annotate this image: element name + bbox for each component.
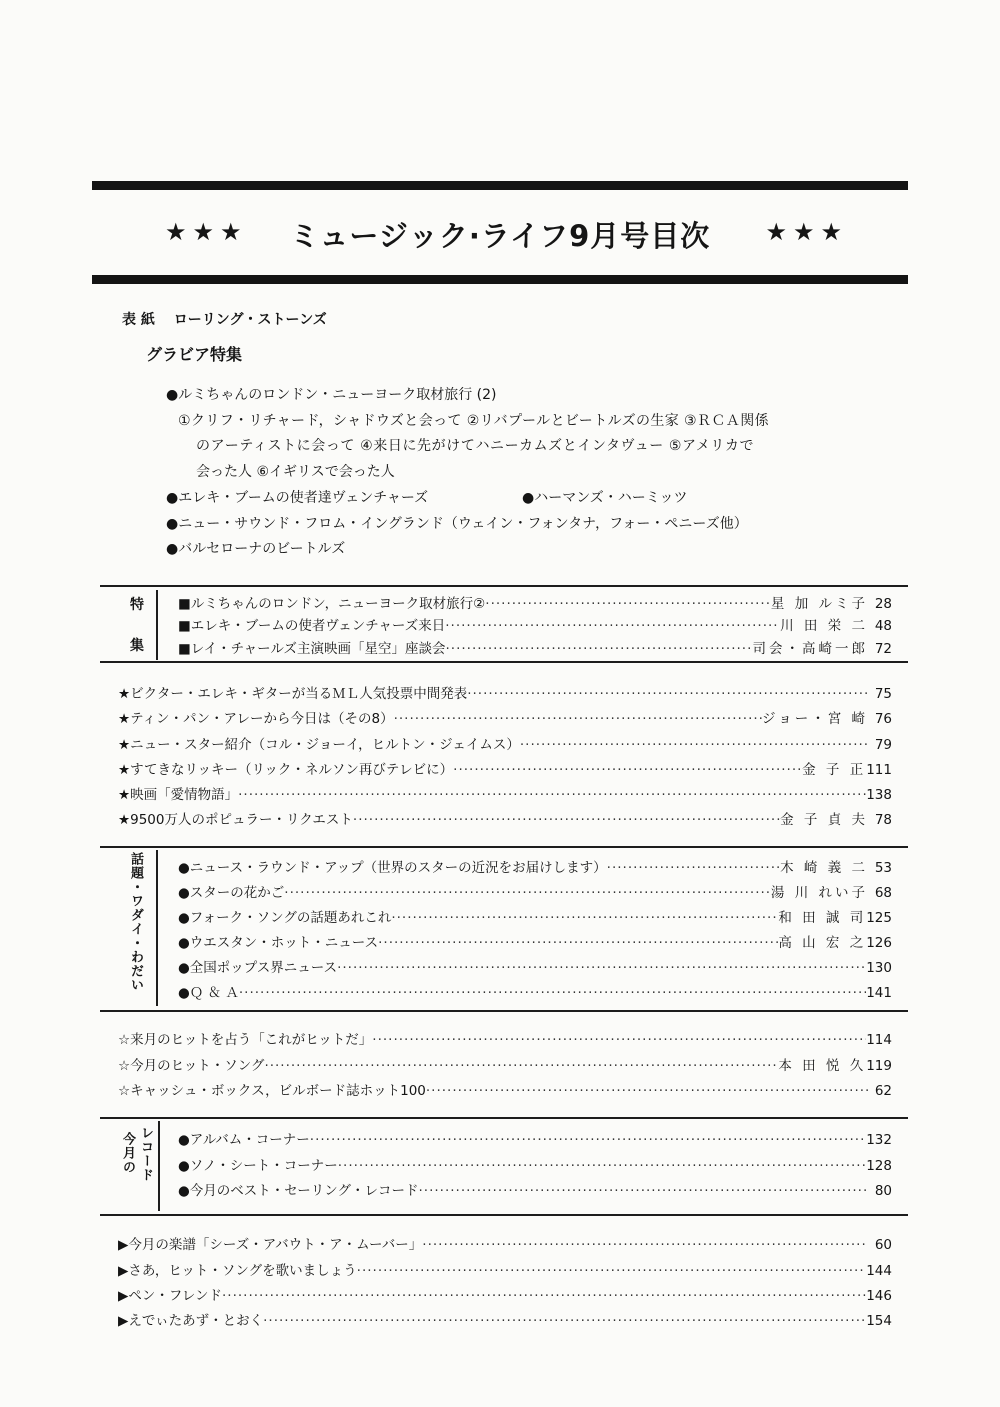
feature-row	[178, 614, 892, 638]
misc-row	[118, 1309, 892, 1333]
misc-row	[118, 1259, 892, 1283]
leader-dots	[485, 592, 771, 616]
title-stars-right: ★★★	[765, 218, 848, 246]
records-label-left: 今月の	[120, 1132, 135, 1174]
topics-label: 話題・ワダイ・わだい	[128, 852, 143, 992]
entry-title: ★9500万人のポピュラー・リクエスト	[118, 812, 353, 828]
leader-dots	[445, 614, 780, 638]
entry-page: 130	[866, 960, 892, 976]
entry-author: ジョー・宮 崎	[761, 711, 868, 727]
feature-row	[178, 637, 892, 661]
entry-title: ●全国ポップス界ニュース	[178, 960, 338, 976]
page-title	[92, 214, 908, 260]
entry-page: 144	[866, 1263, 892, 1279]
entry-page: 141	[866, 985, 892, 1001]
leader-dots	[337, 956, 866, 980]
entry-page: 80	[874, 1183, 892, 1199]
entry-author: 木 崎 義 二	[780, 860, 868, 876]
entry-author: 金 子 貞 夫	[780, 812, 868, 828]
feature-label-top: 特	[130, 597, 144, 613]
leader-dots	[263, 1309, 866, 1333]
entry-page: 114	[866, 1032, 892, 1048]
entry-title: ●Ｑ ＆ Ａ	[178, 985, 239, 1001]
leader-dots	[264, 1054, 778, 1078]
leader-dots	[446, 637, 753, 661]
entry-title: ■レイ・チャールズ主演映画「星空」座談会	[178, 641, 446, 657]
entry-page: 62	[874, 1083, 892, 1099]
article-row	[118, 707, 892, 731]
entry-title: ●アルバム・コーナー	[178, 1132, 310, 1148]
topic-row	[178, 956, 892, 980]
bottom-rule	[92, 275, 908, 284]
leader-dots	[284, 881, 771, 905]
entry-page: 68	[874, 885, 892, 901]
leader-dots	[239, 981, 866, 1005]
article-row	[118, 682, 892, 706]
leader-dots	[426, 1079, 868, 1103]
entry-author: 星 加 ルミ子	[770, 596, 868, 612]
entry-author: 和 田 誠 司	[778, 910, 867, 926]
topics-top-rule	[100, 846, 908, 848]
leader-dots	[391, 906, 778, 930]
title-stars-left: ★★★	[165, 218, 248, 246]
entry-title: ★ニュー・スター紹介（コル・ジョーイ，ヒルトン・ジェイムス）	[118, 737, 520, 753]
leader-dots	[422, 1233, 868, 1257]
hit-row	[118, 1054, 892, 1078]
entry-author: 川 田 栄 二	[780, 618, 868, 634]
entry-page: 138	[866, 787, 892, 803]
entry-page: 126	[866, 935, 892, 951]
leader-dots	[338, 1154, 866, 1178]
leader-dots	[372, 1028, 866, 1052]
entry-page: 132	[866, 1132, 892, 1148]
entry-title: ★映画「愛情物語」	[118, 787, 239, 803]
entry-page: 76	[874, 711, 892, 727]
entry-page: 72	[874, 641, 892, 657]
gravure-line-6: ●ハーマンズ・ハーミッツ	[522, 490, 688, 506]
topics-bottom-rule	[100, 1010, 908, 1012]
leader-dots	[394, 707, 762, 731]
leader-dots	[378, 931, 778, 955]
entry-title: ▶ペン・フレンド	[118, 1288, 223, 1304]
entry-page: 146	[866, 1288, 892, 1304]
entry-page: 154	[866, 1313, 892, 1329]
entry-title: ●今月のベスト・セーリング・レコード	[178, 1183, 419, 1199]
leader-dots	[418, 1179, 868, 1203]
entry-title: ●スターの花かご	[178, 885, 285, 901]
feature-row	[178, 592, 892, 616]
entry-author: 金 子 正	[802, 762, 867, 778]
entry-author: 本 田 悦 久	[778, 1058, 867, 1074]
leader-dots	[357, 1259, 867, 1283]
gravure-line-5: ●エレキ・ブームの使者達ヴェンチャーズ	[166, 490, 429, 506]
leader-dots	[453, 758, 802, 782]
topic-row	[178, 981, 892, 1005]
leader-dots	[467, 682, 868, 706]
entry-title: ☆キャッシュ・ボックス，ビルボード誌ホット100	[118, 1083, 426, 1099]
entry-page: 53	[874, 860, 892, 876]
record-row	[178, 1179, 892, 1203]
entry-page: 125	[866, 910, 892, 926]
entry-title: ■エレキ・ブームの使者ヴェンチャーズ来日	[178, 618, 446, 634]
leader-dots	[238, 783, 866, 807]
entry-title: ★ティン・パン・アレーから今日は（その8）	[118, 711, 394, 727]
article-row	[118, 783, 892, 807]
records-top-rule	[100, 1117, 908, 1119]
entry-title: ★すてきなリッキー（リック・ネルソン再びテレビに）	[118, 762, 454, 778]
records-divider	[158, 1121, 160, 1211]
entry-author: 高 山 宏 之	[778, 935, 867, 951]
topic-row	[178, 856, 892, 880]
gravure-line-1: ●ルミちゃんのロンドン・ニューヨーク取材旅行 (2)	[166, 387, 497, 403]
entry-page: 79	[874, 737, 892, 753]
entry-page: 60	[874, 1237, 892, 1253]
entry-title: ★ビクター・エレキ・ギターが当るＭＬ人気投票中間発表	[118, 686, 468, 702]
entry-title: ☆今月のヒット・ソング	[118, 1058, 265, 1074]
hit-row	[118, 1079, 892, 1103]
entry-page: 78	[874, 812, 892, 828]
entry-title: ●フォーク・ソングの話題あれこれ	[178, 910, 392, 926]
gravure-line-7: ●ニュー・サウンド・フロム・イングランド（ウェイン・フォンタナ，フォー・ペニーズ他）	[166, 516, 748, 532]
entry-title: ●ソノ・シート・コーナー	[178, 1158, 338, 1174]
gravure-heading: グラビア特集	[146, 345, 243, 364]
entry-page: 28	[874, 596, 892, 612]
leader-dots	[520, 733, 868, 757]
entry-title: ☆来月のヒットを占う「これがヒットだ」	[118, 1032, 373, 1048]
entry-page: 48	[874, 618, 892, 634]
topic-row	[178, 906, 892, 930]
cover-text: ローリング・ストーンズ	[173, 312, 327, 328]
topics-divider	[156, 850, 158, 1006]
entry-page: 128	[866, 1158, 892, 1174]
entry-author: 司会・高崎一郎	[752, 641, 868, 657]
entry-title: ●ニュース・ラウンド・アップ（世界のスターの近況をお届けします）	[178, 860, 607, 876]
leader-dots	[310, 1128, 866, 1152]
entry-page: 111	[866, 762, 892, 778]
entry-author: 湯 川 れい子	[770, 885, 868, 901]
entry-title: ■ルミちゃんのロンドン，ニューヨーク取材旅行②	[178, 596, 486, 612]
records-bottom-rule	[100, 1214, 908, 1216]
feature-top-rule	[100, 585, 908, 587]
gravure-line-3: のアーティストに会って ④来日に先がけてハニーカムズとインタヴュー ⑤アメリカで	[196, 438, 755, 454]
leader-dots	[353, 808, 780, 832]
entry-title: ▶さあ，ヒット・ソングを歌いましょう	[118, 1263, 357, 1279]
record-row	[178, 1128, 892, 1152]
gravure-line-4: 会った人 ⑥イギリスで会った人	[196, 464, 395, 480]
leader-dots	[607, 856, 780, 880]
entry-page: 75	[874, 686, 892, 702]
topic-row	[178, 931, 892, 955]
article-row	[118, 758, 892, 782]
feature-label-bottom: 集	[130, 638, 144, 654]
leader-dots	[222, 1284, 866, 1308]
topic-row	[178, 881, 892, 905]
entry-title: ▶えでぃたあず・とおく	[118, 1313, 264, 1329]
cover-label: 表 紙	[122, 312, 155, 328]
entry-title: ▶今月の楽譜「シーズ・アバウト・ア・ムーバー」	[118, 1237, 423, 1253]
gravure-line-8: ●バルセローナのビートルズ	[166, 541, 346, 557]
article-row	[118, 733, 892, 757]
record-row	[178, 1154, 892, 1178]
records-label-right: レコード	[138, 1126, 153, 1182]
hit-row	[118, 1028, 892, 1052]
title-text: ミュージック·ライフ9月号目次	[290, 219, 711, 253]
feature-bottom-rule	[100, 661, 908, 663]
top-rule	[92, 181, 908, 190]
entry-page: 119	[866, 1058, 892, 1074]
feature-divider	[156, 590, 158, 660]
entry-title: ●ウエスタン・ホット・ニュース	[178, 935, 379, 951]
article-row	[118, 808, 892, 832]
cover-line	[122, 308, 327, 332]
misc-row	[118, 1284, 892, 1308]
misc-row	[118, 1233, 892, 1257]
gravure-line-2: ①クリフ・リチャード，シャドウズと会って ②リバプールとビートルズの生家 ③ＲＣＡ関係	[178, 413, 769, 429]
